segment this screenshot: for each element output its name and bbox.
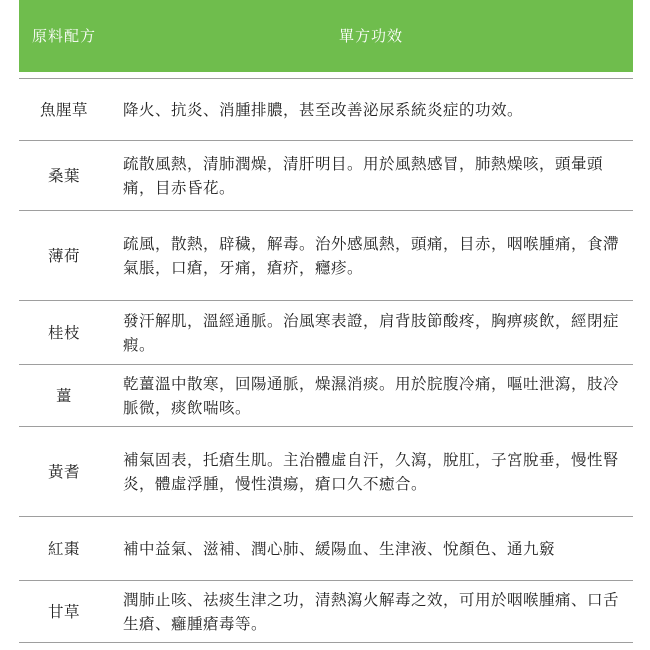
header-ingredient: 原料配方 [19,0,109,72]
table-row [19,211,633,301]
herb-effect: 疏風，散熱，辟穢，解毒。治外感風熱，頭痛，目赤，咽喉腫痛，食滯氣脹，口瘡，牙痛，瘡疥，癮疹。 [109,211,633,301]
herb-table-wrapper [19,0,633,643]
herb-name: 薄荷 [19,211,109,301]
herb-effect: 補氣固表，托瘡生肌。主治體虛自汗，久瀉，脫肛，子宮脫垂，慢性腎炎，體虛浮腫，慢性潰瘍，瘡口久不癒合。 [109,427,633,517]
table-row [19,141,633,211]
herb-effect: 降火、抗炎、消腫排膿，甚至改善泌尿系統炎症的功效。 [109,79,633,141]
herb-effect: 發汗解肌，溫經通脈。治風寒表證，肩背肢節酸疼，胸痹痰飲，經閉症瘕。 [109,301,633,365]
table-header-row [19,0,633,72]
herb-name: 紅棗 [19,517,109,581]
herb-name: 桂枝 [19,301,109,365]
table-row [19,79,633,141]
herb-table [19,0,633,643]
table-row [19,581,633,643]
header-effect: 單方功效 [109,0,633,72]
table-row [19,301,633,365]
table-row [19,427,633,517]
herb-name: 魚腥草 [19,79,109,141]
herb-name: 桑葉 [19,141,109,211]
herb-name: 薑 [19,365,109,427]
table-row [19,365,633,427]
herb-effect: 潤肺止咳、祛痰生津之功，清熱瀉火解毒之效，可用於咽喉腫痛、口舌生瘡、癰腫瘡毒等。 [109,581,633,643]
herb-name: 甘草 [19,581,109,643]
herb-effect: 疏散風熱，清肺潤燥，清肝明目。用於風熱感冒，肺熱燥咳，頭暈頭痛，目赤昏花。 [109,141,633,211]
herb-effect: 乾薑溫中散寒，回陽通脈，燥濕消痰。用於脘腹冷痛，嘔吐泄瀉，肢冷脈微，痰飲喘咳。 [109,365,633,427]
herb-effect: 補中益氣、滋補、潤心肺、緩陽血、生津液、悅顏色、通九竅 [109,517,633,581]
table-row [19,517,633,581]
herb-name: 黃耆 [19,427,109,517]
